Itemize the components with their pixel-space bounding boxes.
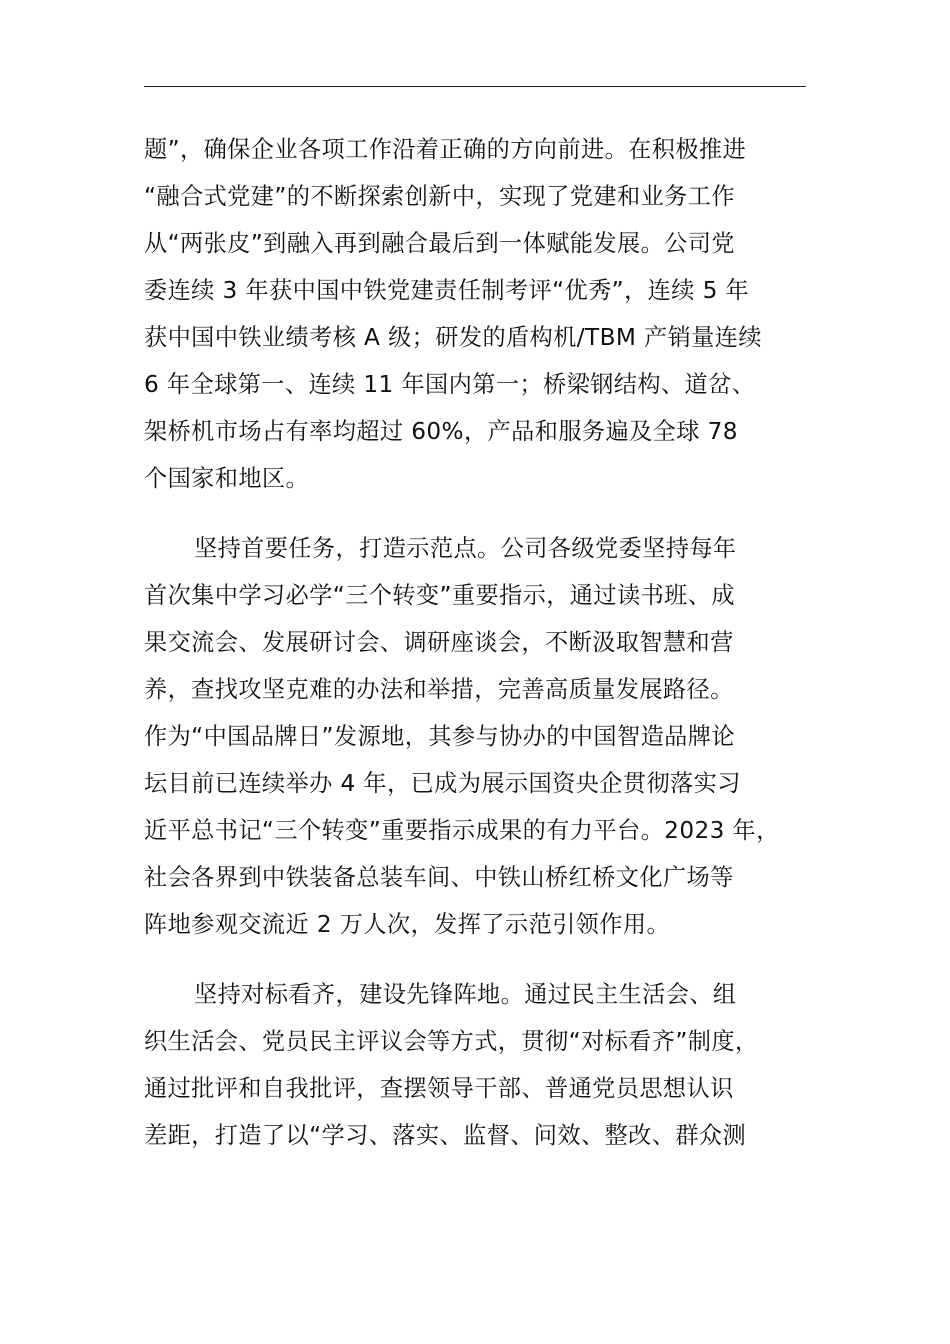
paragraph-2-line-3: 果交流会、发展研讨会、调研座谈会，不断汲取智慧和营 (144, 629, 734, 656)
paragraph-3-line-3: 通过批评和自我批评，查摆领导干部、普通党员思想认识 (144, 1075, 734, 1102)
paragraph-1-line-1: 题”，确保企业各项工作沿着正确的方向前进。在积极推进 (144, 136, 747, 163)
paragraph-2-line-7: 近平总书记“三个转变”重要指示成果的有力平台。2023 年， (144, 817, 780, 844)
body-text (144, 126, 834, 1159)
paragraph-3-line-1: 坚持对标看齐，建设先锋阵地。通过民主生活会、组 (194, 981, 737, 1008)
paragraph-3-line-4: 差距，打造了以“学习、落实、监督、问效、整改、群众测 (144, 1122, 747, 1149)
paragraph-gap (144, 502, 834, 525)
paragraph-2-line-2: 首次集中学习必学“三个转变”重要指示，通过读书班、成 (144, 582, 735, 609)
header-rule (144, 86, 806, 87)
paragraph-2-line-5: 作为“中国品牌日”发源地，其参与协办的中国智造品牌论 (144, 723, 735, 750)
paragraph-2-line-9: 阵地参观交流近 2 万人次，发挥了示范引领作用。 (144, 911, 671, 938)
paragraph-2-line-8: 社会各界到中铁装备总装车间、中铁山桥红桥文化广场等 (144, 864, 734, 891)
paragraph-1-line-4: 委连续 3 年获中国中铁党建责任制考评“优秀”，连续 5 年 (144, 277, 750, 304)
paragraph-1-line-7: 架桥机市场占有率均超过 60%，产品和服务遍及全球 78 (144, 418, 738, 445)
paragraph-1-line-5: 获中国中铁业绩考核 A 级；研发的盾构机/TBM 产销量连续 (144, 324, 762, 351)
paragraph-1-line-6: 6 年全球第一、连续 11 年国内第一；桥梁钢结构、道岔、 (144, 371, 756, 398)
paragraph-2-line-4: 养，查找攻坚克难的办法和举措，完善高质量发展路径。 (144, 676, 734, 703)
paragraph-2-line-6: 坛目前已连续举办 4 年，已成为展示国资央企贯彻落实习 (144, 770, 741, 797)
paragraph-3-line-2: 织生活会、党员民主评议会等方式，贯彻“对标看齐”制度， (144, 1028, 759, 1055)
paragraph-1-line-3: 从“两张皮”到融入再到融合最后到一体赋能发展。公司党 (144, 230, 735, 257)
paragraph-1-line-8: 个国家和地区。 (144, 465, 310, 492)
paragraph-gap (144, 948, 834, 971)
paragraph-2-line-1: 坚持首要任务，打造示范点。公司各级党委坚持每年 (194, 535, 737, 562)
paragraph-1-line-2: “融合式党建”的不断探索创新中，实现了党建和业务工作 (144, 183, 735, 210)
